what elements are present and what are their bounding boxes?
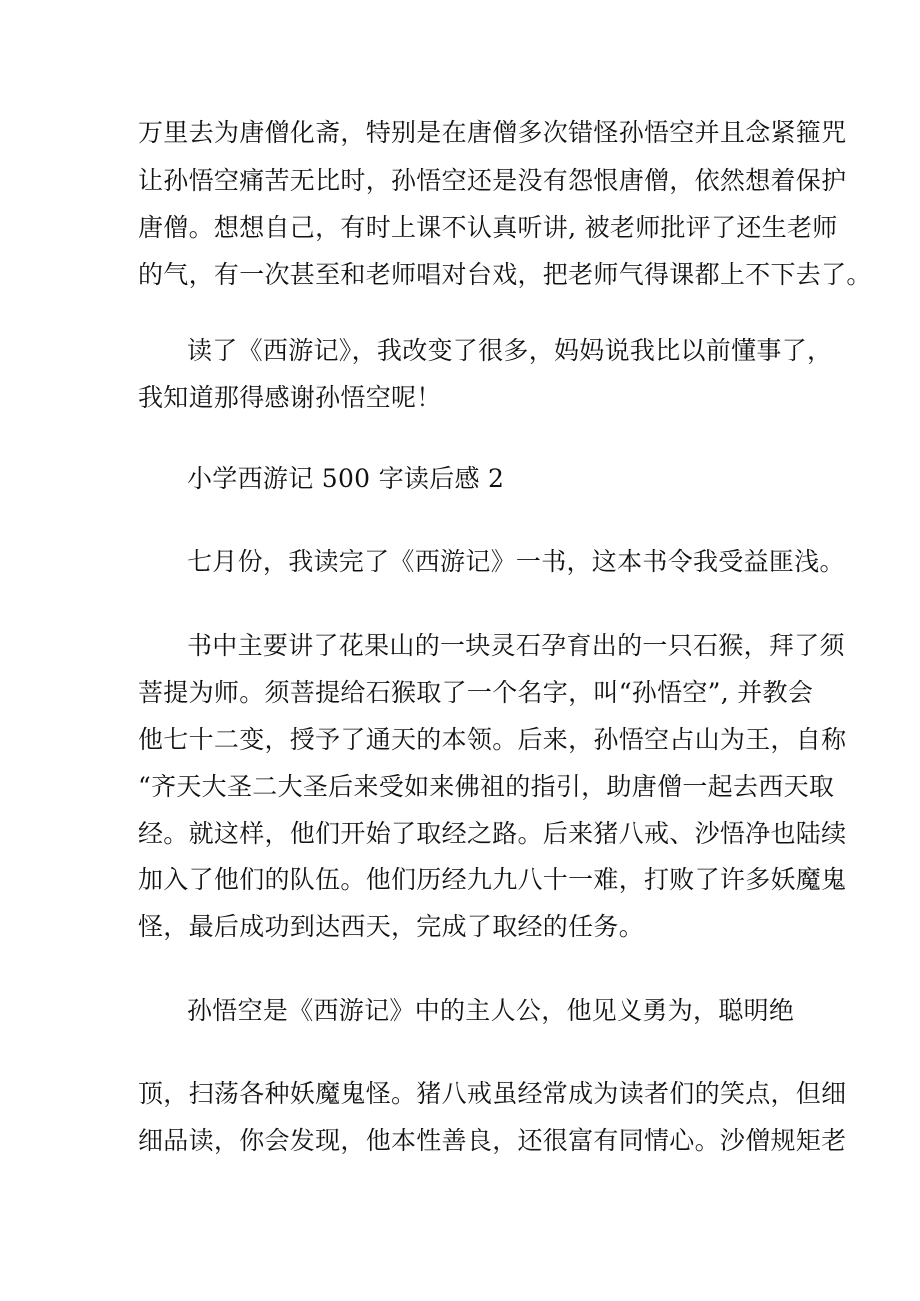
paragraph-line: 我知道那得感谢孙悟空呢！ <box>138 383 442 412</box>
section-heading: 小学西游记 500 字读后感 2 <box>187 464 505 493</box>
paragraph-line: 读了《西游记》，我改变了很多，妈妈说我比以前懂事了， <box>187 336 833 365</box>
paragraph-line: 让孙悟空痛苦无比时，孙悟空还是没有怨恨唐僧，依然想着保护 <box>138 166 847 195</box>
paragraph-line: 的气，有一次甚至和老师唱对台戏，把老师气得课都上不下去了。 <box>138 260 872 289</box>
paragraph-line: 书中主要讲了花果山的一块灵石孕育出的一只石猴，拜了须 <box>187 631 845 660</box>
paragraph-line: 加入了他们的队伍。他们历经九九八十一难，打败了许多妖魔鬼 <box>138 865 847 894</box>
paragraph-line: 细品读，你会发现，他本性善良，还很富有同情心。沙僧规矩老 <box>138 1126 847 1155</box>
paragraph-line: 经。就这样，他们开始了取经之路。后来猪八戒、沙悟净也陆续 <box>138 819 847 848</box>
paragraph-line: 唐僧。想想自己，有时上课不认真听讲, 被老师批评了还生老师 <box>138 213 838 242</box>
paragraph-line: “齐天大圣二大圣后来受如来佛祖的指引，助唐僧一起去西天取 <box>138 772 835 801</box>
paragraph-line: 七月份，我读完了《西游记》一书，这本书令我受益匪浅。 <box>187 547 845 576</box>
paragraph-line: 顶，扫荡各种妖魔鬼怪。猪八戒虽经常成为读者们的笑点，但细 <box>138 1079 847 1108</box>
paragraph-line: 万里去为唐僧化斋，特别是在唐僧多次错怪孙悟空并且念紧箍咒 <box>138 118 847 147</box>
paragraph-line: 孙悟空是《西游记》中的主人公，他见义勇为，聪明绝 <box>187 996 795 1025</box>
paragraph-line: 他七十二变，授予了通天的本领。后来，孙悟空占山为王，自称 <box>138 725 847 754</box>
paragraph-line: 菩提为师。须菩提给石猴取了一个名字，叫“孙悟空”, 并教会 <box>138 678 814 707</box>
paragraph-line: 怪，最后成功到达西天，完成了取经的任务。 <box>138 912 645 941</box>
